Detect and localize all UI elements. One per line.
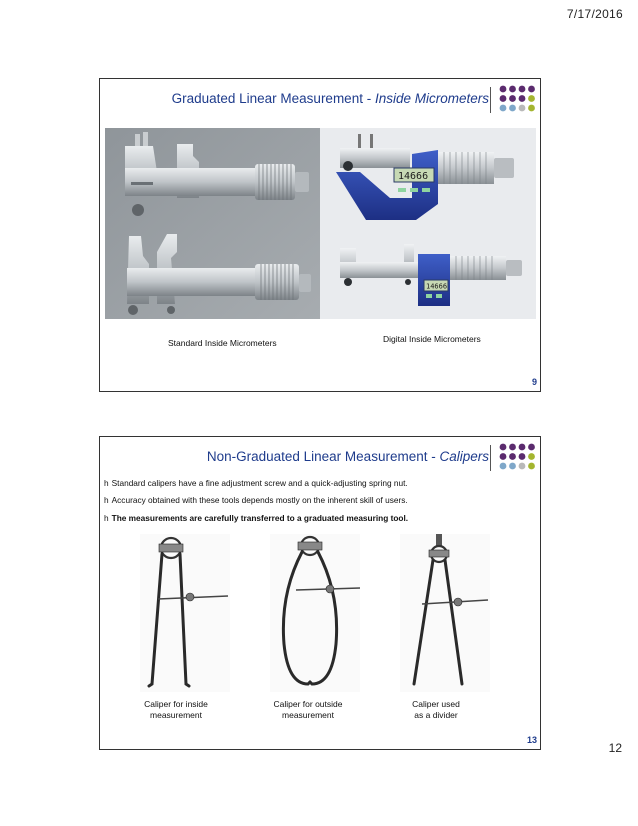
slide-title — [172, 91, 489, 106]
decoration-dot — [509, 463, 516, 470]
slide-number: 13 — [526, 735, 537, 745]
decoration-dot — [519, 95, 526, 102]
decoration-dot — [519, 86, 526, 93]
decoration-dot — [528, 105, 535, 112]
bullet-text: Accuracy obtained with these tools depends mostly on the inherent skill of users. — [111, 495, 408, 506]
slide-inside-micrometers — [99, 78, 541, 392]
digital-inside-micrometers-photo — [320, 128, 536, 319]
bullet-item — [104, 513, 408, 523]
caption-standard-inside-micrometers: Standard Inside Micrometers — [168, 338, 277, 348]
print-date: 7/17/2016 — [566, 7, 623, 21]
decoration-dot — [509, 453, 516, 460]
inside-caliper-illustration — [140, 534, 230, 692]
slide-title-main: Graduated Linear Measurement - — [171, 91, 375, 106]
decoration-dot — [500, 463, 507, 470]
caption-digital-inside-micrometers: Digital Inside Micrometers — [383, 334, 481, 344]
page-number: 12 — [608, 741, 622, 755]
decoration-dot — [500, 105, 507, 112]
decoration-dot — [528, 444, 535, 451]
slide-title — [207, 449, 489, 464]
dot-grid-decoration — [498, 442, 538, 472]
bullet-text: The measurements are carefully transferred to a graduated measuring tool. — [111, 512, 409, 523]
decoration-dot — [519, 105, 526, 112]
standard-inside-micrometers-photo — [105, 128, 320, 319]
bullet-list — [104, 478, 408, 530]
bullet-item — [104, 478, 408, 488]
caption-line: measurement — [150, 710, 202, 720]
decoration-dot — [519, 453, 526, 460]
decoration-dot — [509, 444, 516, 451]
slide-title-italic: Inside Micrometers — [374, 91, 489, 106]
bullet-marker: h — [104, 478, 109, 488]
slide-number: 9 — [531, 377, 537, 387]
decoration-dot — [528, 463, 535, 470]
title-divider — [490, 445, 491, 471]
slide-title-italic: Calipers — [439, 449, 489, 464]
bullet-item — [104, 495, 408, 505]
decoration-dot — [509, 86, 516, 93]
decoration-dot — [528, 453, 535, 460]
decoration-dot — [500, 444, 507, 451]
bullet-marker: h — [104, 512, 109, 523]
caption-line: Caliper for outside — [273, 699, 343, 709]
caption-line: Caliper for inside — [144, 699, 208, 709]
decoration-dot — [500, 453, 507, 460]
display-reading-top: 14666 — [398, 171, 429, 182]
decoration-dot — [500, 95, 507, 102]
caption-line: as a divider — [414, 710, 458, 720]
decoration-dot — [528, 95, 535, 102]
bullet-text: Standard calipers have a fine adjustment screw and a quick-adjusting spring nut. — [111, 478, 408, 488]
title-divider — [490, 87, 491, 113]
decoration-dot — [528, 86, 535, 93]
display-reading-bottom: 14666 — [426, 282, 448, 291]
outside-caliper-illustration — [270, 534, 360, 692]
decoration-dot — [500, 86, 507, 93]
caption-inside-caliper — [140, 699, 212, 721]
decoration-dot — [509, 105, 516, 112]
decoration-dot — [509, 95, 516, 102]
caption-divider-caliper — [404, 699, 468, 721]
slide-title-main: Non-Graduated Linear Measurement - — [206, 449, 440, 464]
divider-caliper-illustration — [400, 534, 490, 692]
caption-outside-caliper — [268, 699, 348, 721]
caption-line: measurement — [282, 710, 334, 720]
slide-calipers — [99, 436, 541, 750]
dot-grid-decoration — [498, 84, 538, 114]
decoration-dot — [519, 444, 526, 451]
caption-line: Caliper used — [412, 699, 460, 709]
decoration-dot — [519, 463, 526, 470]
bullet-marker: h — [104, 495, 109, 506]
